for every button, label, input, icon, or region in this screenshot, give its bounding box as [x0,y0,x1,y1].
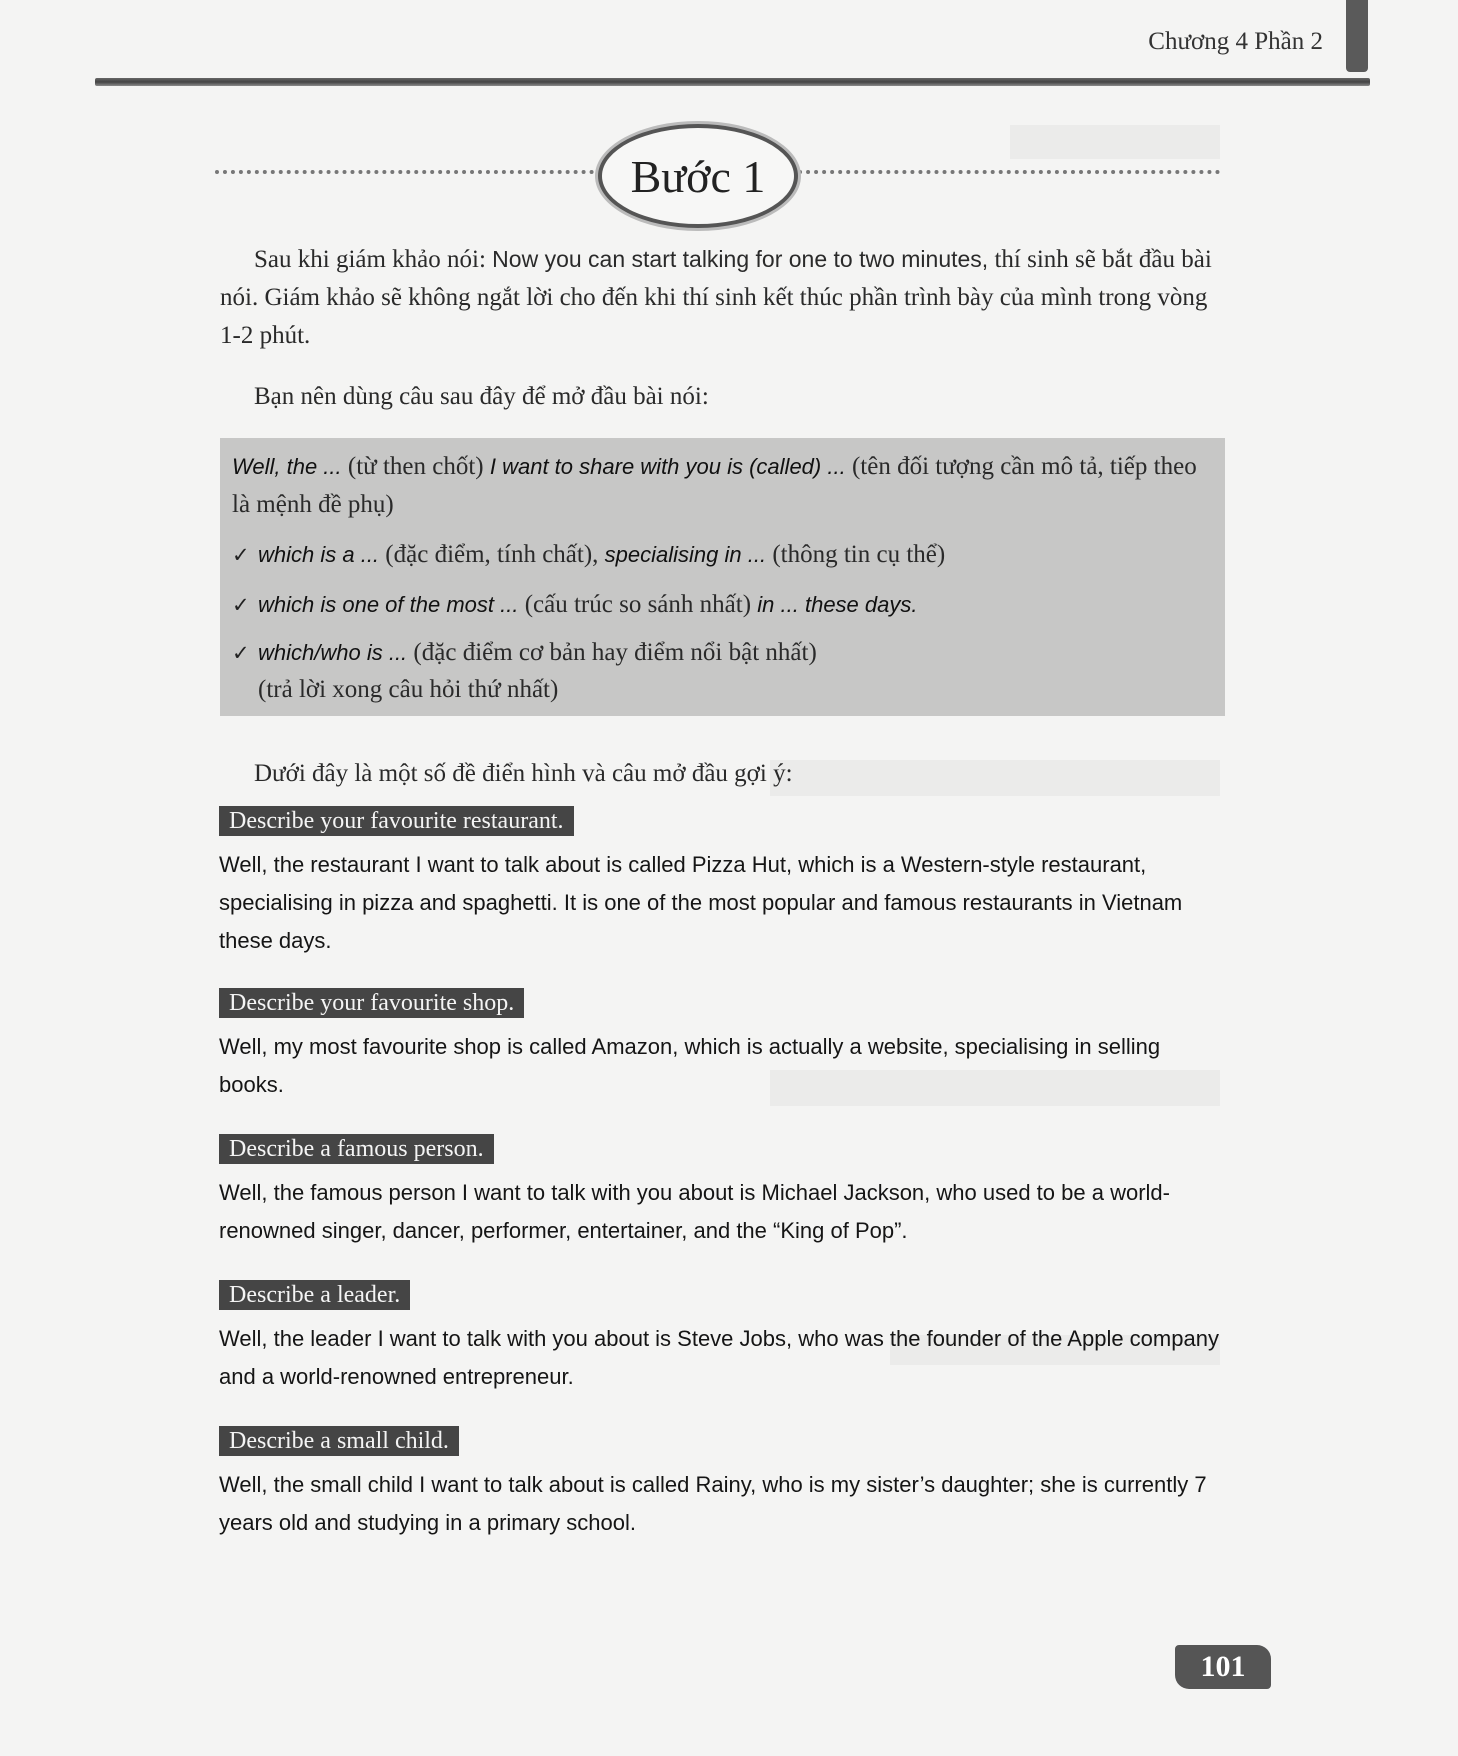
topic-heading: Describe a leader. [219,1280,410,1310]
template-line-1 [232,448,1213,524]
example-answer: Well, the famous person I want to talk with you about is Michael Jackson, who used to be a world-renowned singer, dancer, performer, entertainer, and the “King of Pop”. [219,1180,1170,1243]
example-answer: Well, the restaurant I want to talk about is called Pizza Hut, which is a Western-style restaurant, specialising in pizza and spaghetti. It is one of the most popular and famous restaurants in Vietnam these days. [219,852,1183,953]
template-note: (đặc điểm, tính chất), [379,541,605,568]
intro-paragraph [220,240,1225,355]
example-answer: Well, the small child I want to talk about is called Rainy, who is my sister’s daughter; she is currently 7 years old and studying in a primary school. [219,1472,1207,1535]
template-item-1 [232,536,1213,574]
opening-instruction: Bạn nên dùng câu sau đây để mở đầu bài nói: [254,383,709,410]
template-note: (tên đối tượng cần mô tả, tiếp theo là mệnh đề phụ) [232,453,1197,518]
topic-heading: Describe your favourite shop. [219,988,524,1018]
template-keyword: Well, the ... [232,454,342,479]
chapter-label: Chương 4 Phần 2 [1148,28,1323,55]
intro-text-2: thí sinh sẽ bắt đầu bài nói. Giám khảo sẽ không ngắt lời cho đến khi thí sinh kết thúc phần trình bày của mình trong vòng 1-2 phút. [220,246,1212,349]
page-number: 101 [1175,1645,1271,1689]
step-badge: Bước 1 [598,124,798,228]
check-icon: ✓ [232,593,250,617]
example-answer: Well, my most favourite shop is called Amazon, which is actually a website, specialising in selling books. [219,1034,1161,1097]
template-box [220,438,1225,716]
template-keyword: which is one of the most ... [258,592,519,617]
header-rule [95,78,1370,86]
intro-text-1: Sau khi giám khảo nói: [254,246,493,273]
template-keyword: in ... these days. [757,592,918,617]
template-item-2 [232,586,1213,624]
template-note: (cấu trúc so sánh nhất) [518,591,758,618]
dotted-divider-left [215,170,610,178]
chapter-tab-marker [1346,0,1368,72]
topic-heading: Describe a small child. [219,1426,459,1456]
check-icon: ✓ [232,543,250,567]
example-answer: Well, the leader I want to talk with you about is Steve Jobs, who was the founder of the Apple company and a world-renowned entrepreneur. [219,1326,1219,1389]
bleed-through-block [1010,125,1220,159]
topic-heading: Describe a famous person. [219,1134,494,1164]
template-note: (từ then chốt) [341,453,490,480]
dotted-divider-right [790,170,1220,178]
topic-heading: Describe your favourite restaurant. [219,806,574,836]
template-note: (đặc điểm cơ bản hay điểm nổi bật nhất) [407,639,817,666]
template-keyword: which is a ... [258,542,380,567]
template-note: (thông tin cụ thể) [766,541,946,568]
template-keyword: I want to share with you is (called) ... [489,454,846,479]
examiner-prompt: Now you can start talking for one to two minutes, [492,246,989,272]
template-item-3 [232,634,1213,672]
template-keyword: specialising in ... [604,542,767,567]
template-keyword: which/who is ... [258,640,408,665]
examples-intro: Dưới đây là một số đề điển hình và câu mở đầu gợi ý: [254,760,793,787]
check-icon: ✓ [232,641,250,665]
template-item-3-note: (trả lời xong câu hỏi thứ nhất) [258,676,559,703]
